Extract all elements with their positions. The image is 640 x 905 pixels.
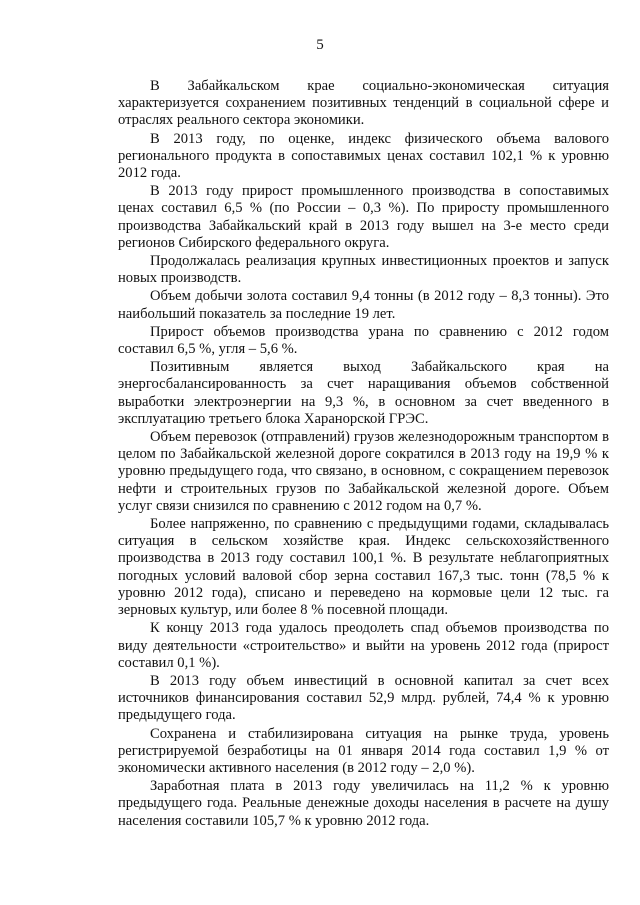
paragraph-gold-mining: Объем добычи золота составил 9,4 тонны (в 2012 году – 8,3 тонны). Это наибольший показатель за последние 19 лет. (118, 288, 609, 322)
paragraph-uranium-coal: Прирост объемов производства урана по сравнению с 2012 годом составил 6,5 %, угля – 5,6 %. (118, 323, 609, 358)
paragraph-energy-balance: Позитивным является выход Забайкальского края на энергосбалансированность за счет наращивания объемов собственной выработки электроэнергии на 9,3 %, в основном за счет введенного в эксплуатацию третьего блока Харанорской ГРЭС. (118, 359, 609, 427)
page-number: 5 (316, 37, 324, 53)
paragraph-labor-market: Сохранена и стабилизирована ситуация на рынке труда, уровень регистрируемой безработицы на 01 января 2014 года составил 1,9 % от экономически активного населения (в 2012 году – 2,0 %). (118, 725, 609, 776)
paragraph-construction: К концу 2013 года удалось преодолеть спад объемов производства по виду деятельности «строительство» и выйти на уровень 2012 года (прирост составил 0,1 %). (118, 620, 609, 671)
paragraph-industrial-growth: В 2013 году прирост промышленного производства в сопоставимых ценах составил 6,5 % (по России – 0,3 %). По приросту промышленного производства Забайкальский край в 2013 году вышел на 3-е место среди регионов Сибирского федерального округа. (118, 183, 609, 251)
paragraph-investment-projects: Продолжалась реализация крупных инвестиционных проектов и запуск новых производств. (118, 253, 609, 287)
paragraph-socio-economic-situation: В Забайкальском крае социально-экономическая ситуация характеризуется сохранением позитивных тенденций в социальной сфере и отраслях реального сектора экономики. (118, 78, 609, 129)
paragraph-railway-transport: Объем перевозок (отправлений) грузов железнодорожным транспортом в целом по Забайкальской железной дороге сократился в 2013 году на 19,9 % к уровню предыдущего года, что связано, в основном, с сокращением перевозок нефти и строительных грузов по Забайкальской железной дороге. Объем услуг связи снизился по сравнению с 2012 годом на 0,7 %. (118, 429, 609, 514)
paragraph-agriculture: Более напряженно, по сравнению с предыдущими годами, складывалась ситуация в сельском хозяйстве края. Индекс сельскохозяйственного производства в 2013 году составил 100,1 %. В результате неблагоприятных погодных условий валовой сбор зерна составил 167,3 тыс. тонн (78,5 % к уровню 2012 года), списано и переведено на кормовые цели 12 тыс. га зерновых культур, или более 8 % посевной площади. (118, 516, 609, 619)
paragraph-wages-income: Заработная плата в 2013 году увеличилась на 11,2 % к уровню предыдущего года. Реальные денежные доходы населения в расчете на душу населения составили 105,7 % к уровню 2012 года. (118, 778, 609, 829)
paragraph-grp-index: В 2013 году, по оценке, индекс физического объема валового регионального продукта в сопоставимых ценах составил 102,1 % к уровню 2012 года. (118, 130, 609, 182)
paragraph-investments: В 2013 году объем инвестиций в основной капитал за счет всех источников финансирования составил 52,9 млрд. рублей, 74,4 % к уровню предыдущего года. (118, 672, 609, 724)
document-body (118, 78, 609, 831)
